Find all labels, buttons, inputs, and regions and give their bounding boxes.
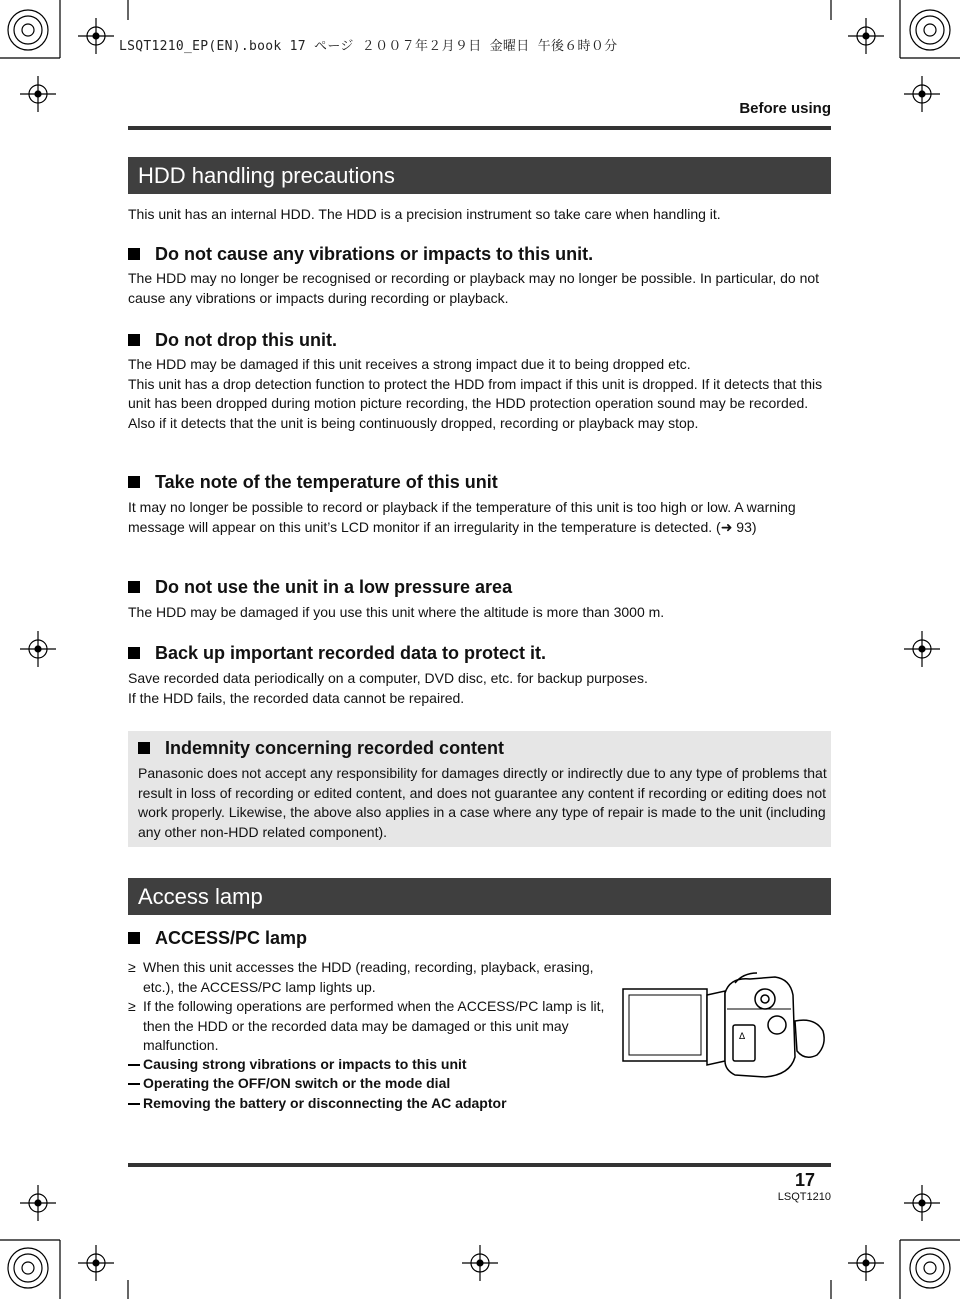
indemnity-title: Indemnity concerning recorded content bbox=[138, 737, 818, 759]
hdd-item-drop-body: The HDD may be damaged if this unit receives a strong impact due it to being dropped etc. This unit has a drop detection function to protect the HDD from impact if this unit is dropped. If it detects that this unit has been dropped during motion picture recording, the HDD protection operation sound may be recorded. Also if it detects that the unit is being continuously dropped, recording or playback may stop. bbox=[128, 356, 823, 431]
top-rule bbox=[128, 126, 831, 130]
hdd-item-drop-title: Do not drop this unit. bbox=[128, 329, 831, 351]
access-bullet-2: ≥ If the following operations are performed when the ACCESS/PC lamp is lit, then the HDD or the recorded data may be damaged or this unit may malfunction. bbox=[128, 998, 605, 1053]
hdd-item-temperature-title: Take note of the temperature of this unit bbox=[128, 471, 831, 493]
file-info-header: LSQT1210_EP(EN).book 17 ページ ２００７年２月９日 金曜日 午後６時０分 bbox=[119, 39, 618, 54]
square-bullet-icon bbox=[138, 742, 150, 754]
access-dash-1: Causing strong vibrations or impacts to this unit bbox=[128, 1055, 467, 1075]
hdd-item-temperature-body: It may no longer be possible to record or playback if the temperature of this unit is too high or low. A warning message will appear on this unit’s LCD monitor if an irregularity in the temperature is detected. (➜ 93) bbox=[128, 499, 796, 535]
square-bullet-icon bbox=[128, 647, 140, 659]
square-bullet-icon bbox=[128, 932, 140, 944]
square-bullet-icon bbox=[128, 581, 140, 593]
hdd-item-backup-title: Back up important recorded data to protect it. bbox=[128, 642, 831, 664]
access-dash-2: Operating the OFF/ON switch or the mode dial bbox=[128, 1074, 450, 1094]
hdd-item-pressure-body: The HDD may be damaged if you use this unit where the altitude is more than 3000 m. bbox=[128, 604, 665, 620]
section-title: Before using bbox=[739, 100, 831, 117]
hdd-intro: This unit has an internal HDD. The HDD is a precision instrument so take care when handling it. bbox=[128, 206, 721, 222]
access-banner: Access lamp bbox=[128, 878, 831, 915]
hdd-item-vibration-title: Do not cause any vibrations or impacts to this unit. bbox=[128, 243, 831, 265]
square-bullet-icon bbox=[128, 334, 140, 346]
bottom-rule bbox=[128, 1163, 831, 1167]
hdd-item-backup-body: Save recorded data periodically on a computer, DVD disc, etc. for backup purposes. If the HDD fails, the recorded data cannot be repaired. bbox=[128, 670, 648, 706]
document-code: LSQT1210 bbox=[777, 1191, 831, 1203]
access-bullet-1: ≥ When this unit accesses the HDD (reading, recording, playback, erasing, etc.), the ACCESS/PC lamp lights up. bbox=[128, 959, 594, 995]
svg-text:Δ: Δ bbox=[739, 1032, 746, 1042]
hdd-banner: HDD handling precautions bbox=[128, 157, 831, 194]
camcorder-illustration bbox=[615, 965, 830, 1090]
indemnity-box bbox=[128, 731, 831, 847]
indemnity-body: Panasonic does not accept any responsibility for damages directly or indirectly due to any type of problems that result in loss of recording or edited content, and does not guarantee any content if recording or editing does not work properly. Likewise, the above also applies in a case where any type of repair is made to the unit (including any other non-HDD related component). bbox=[138, 765, 827, 840]
hdd-item-pressure-title: Do not use the unit in a low pressure area bbox=[128, 576, 831, 598]
square-bullet-icon bbox=[128, 248, 140, 260]
access-dash-3: Removing the battery or disconnecting the AC adaptor bbox=[128, 1094, 507, 1114]
square-bullet-icon bbox=[128, 476, 140, 488]
hdd-item-vibration-body: The HDD may no longer be recognised or recording or playback may no longer be possible. In particular, do not cause any vibrations or impacts during recording or playback. bbox=[128, 270, 820, 306]
page-number: 17 bbox=[794, 1170, 815, 1190]
access-subtitle: ACCESS/PC lamp bbox=[128, 927, 831, 949]
